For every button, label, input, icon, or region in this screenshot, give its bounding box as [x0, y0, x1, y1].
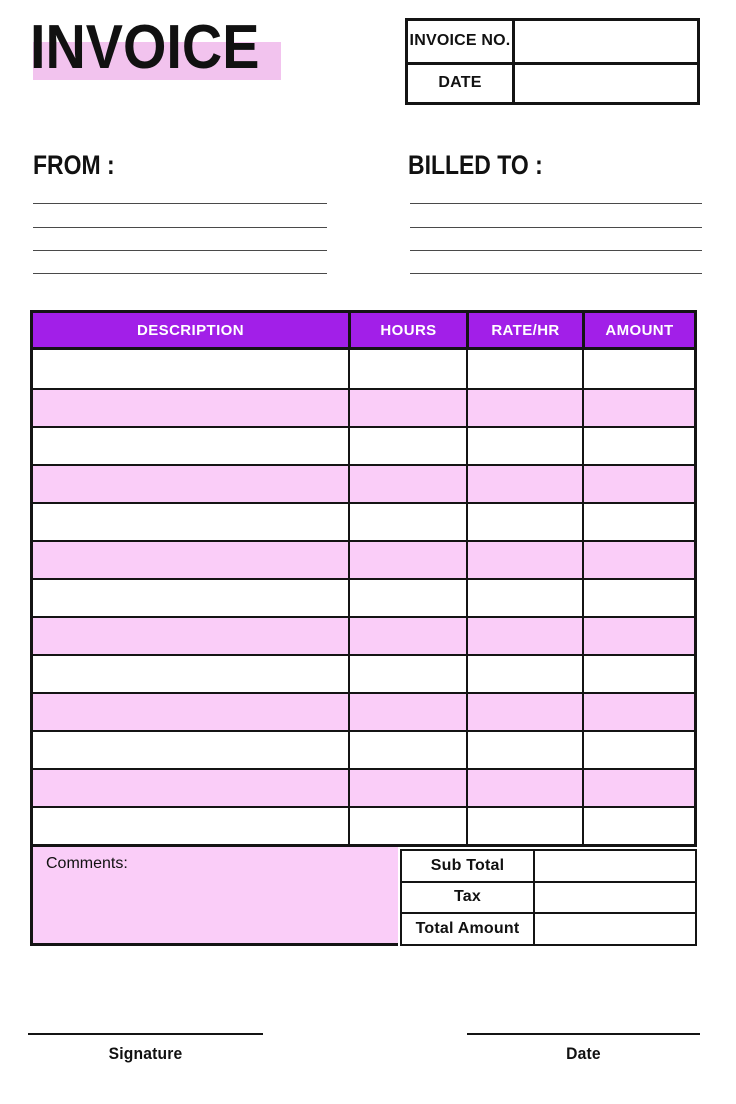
fill-in-line[interactable]	[33, 227, 327, 228]
items-table	[30, 310, 697, 847]
table-cell[interactable]	[466, 768, 582, 806]
table-cell[interactable]	[33, 768, 348, 806]
table-cell[interactable]	[582, 388, 694, 426]
signature-label: Signature	[108, 1044, 183, 1063]
subtotal-field[interactable]	[534, 850, 696, 882]
table-cell[interactable]	[33, 426, 348, 464]
table-cell[interactable]	[466, 464, 582, 502]
table-cell[interactable]	[466, 350, 582, 388]
table-cell[interactable]	[582, 806, 694, 844]
date-line[interactable]	[467, 1033, 700, 1035]
table-cell[interactable]	[466, 388, 582, 426]
total-amount-label: Total Amount	[401, 913, 534, 945]
table-cell[interactable]	[582, 350, 694, 388]
date-field[interactable]	[515, 62, 697, 103]
invoice-no-field[interactable]	[515, 21, 697, 62]
table-cell[interactable]	[466, 654, 582, 692]
table-cell[interactable]	[348, 768, 466, 806]
table-cell[interactable]	[466, 426, 582, 464]
table-cell[interactable]	[33, 502, 348, 540]
from-label: FROM :	[33, 150, 115, 180]
table-cell[interactable]	[466, 692, 582, 730]
total-amount-field[interactable]	[534, 913, 696, 945]
table-cell[interactable]	[466, 806, 582, 844]
table-cell[interactable]	[348, 578, 466, 616]
billed-to-label: BILLED TO :	[408, 150, 543, 180]
tax-field[interactable]	[534, 882, 696, 914]
tax-row	[401, 882, 696, 914]
table-cell[interactable]	[582, 692, 694, 730]
table-cell[interactable]	[348, 464, 466, 502]
table-cell[interactable]	[582, 426, 694, 464]
table-cell[interactable]	[582, 578, 694, 616]
date-label: DATE	[408, 62, 515, 103]
fill-in-line[interactable]	[410, 250, 702, 251]
table-cell[interactable]	[33, 616, 348, 654]
column-header-hours: HOURS	[348, 313, 466, 347]
fill-in-line[interactable]	[410, 273, 702, 274]
total-amount-row	[401, 913, 696, 945]
table-cell[interactable]	[582, 730, 694, 768]
table-cell[interactable]	[582, 464, 694, 502]
fill-in-line[interactable]	[33, 203, 327, 204]
table-cell[interactable]	[466, 540, 582, 578]
table-cell[interactable]	[348, 730, 466, 768]
table-cell[interactable]	[33, 388, 348, 426]
table-cell[interactable]	[33, 692, 348, 730]
table-body	[33, 350, 694, 844]
column-header-rate-hr: RATE/HR	[466, 313, 582, 347]
comments-label: Comments:	[46, 855, 128, 872]
table-cell[interactable]	[466, 502, 582, 540]
fill-in-line[interactable]	[410, 227, 702, 228]
fill-in-line[interactable]	[410, 203, 702, 204]
fill-in-line[interactable]	[33, 273, 327, 274]
table-cell[interactable]	[348, 616, 466, 654]
table-cell[interactable]	[348, 692, 466, 730]
table-cell[interactable]	[582, 768, 694, 806]
table-cell[interactable]	[33, 350, 348, 388]
invoice-no-label: INVOICE NO.	[408, 21, 515, 62]
signature-line[interactable]	[28, 1033, 263, 1035]
table-cell[interactable]	[466, 616, 582, 654]
date-line-label: Date	[566, 1044, 601, 1063]
table-cell[interactable]	[348, 426, 466, 464]
tax-label: Tax	[401, 882, 534, 914]
invoice-meta-box	[405, 18, 700, 105]
table-cell[interactable]	[466, 730, 582, 768]
table-cell[interactable]	[33, 730, 348, 768]
column-header-amount: AMOUNT	[582, 313, 694, 347]
subtotal-row	[401, 850, 696, 882]
comments-area[interactable]	[30, 847, 398, 946]
table-header-row	[33, 313, 694, 350]
table-cell[interactable]	[348, 806, 466, 844]
table-cell[interactable]	[348, 388, 466, 426]
table-cell[interactable]	[33, 464, 348, 502]
table-cell[interactable]	[348, 654, 466, 692]
subtotal-label: Sub Total	[401, 850, 534, 882]
table-cell[interactable]	[33, 578, 348, 616]
table-cell[interactable]	[348, 540, 466, 578]
summary-table	[400, 849, 697, 946]
table-cell[interactable]	[348, 502, 466, 540]
column-header-description: DESCRIPTION	[137, 321, 244, 339]
fill-in-line[interactable]	[33, 250, 327, 251]
table-cell[interactable]	[33, 806, 348, 844]
table-cell[interactable]	[582, 654, 694, 692]
page-title: INVOICE	[30, 13, 260, 82]
table-cell[interactable]	[348, 350, 466, 388]
table-cell[interactable]	[582, 540, 694, 578]
table-cell[interactable]	[33, 540, 348, 578]
table-cell[interactable]	[33, 654, 348, 692]
table-cell[interactable]	[582, 502, 694, 540]
table-cell[interactable]	[582, 616, 694, 654]
table-cell[interactable]	[466, 578, 582, 616]
